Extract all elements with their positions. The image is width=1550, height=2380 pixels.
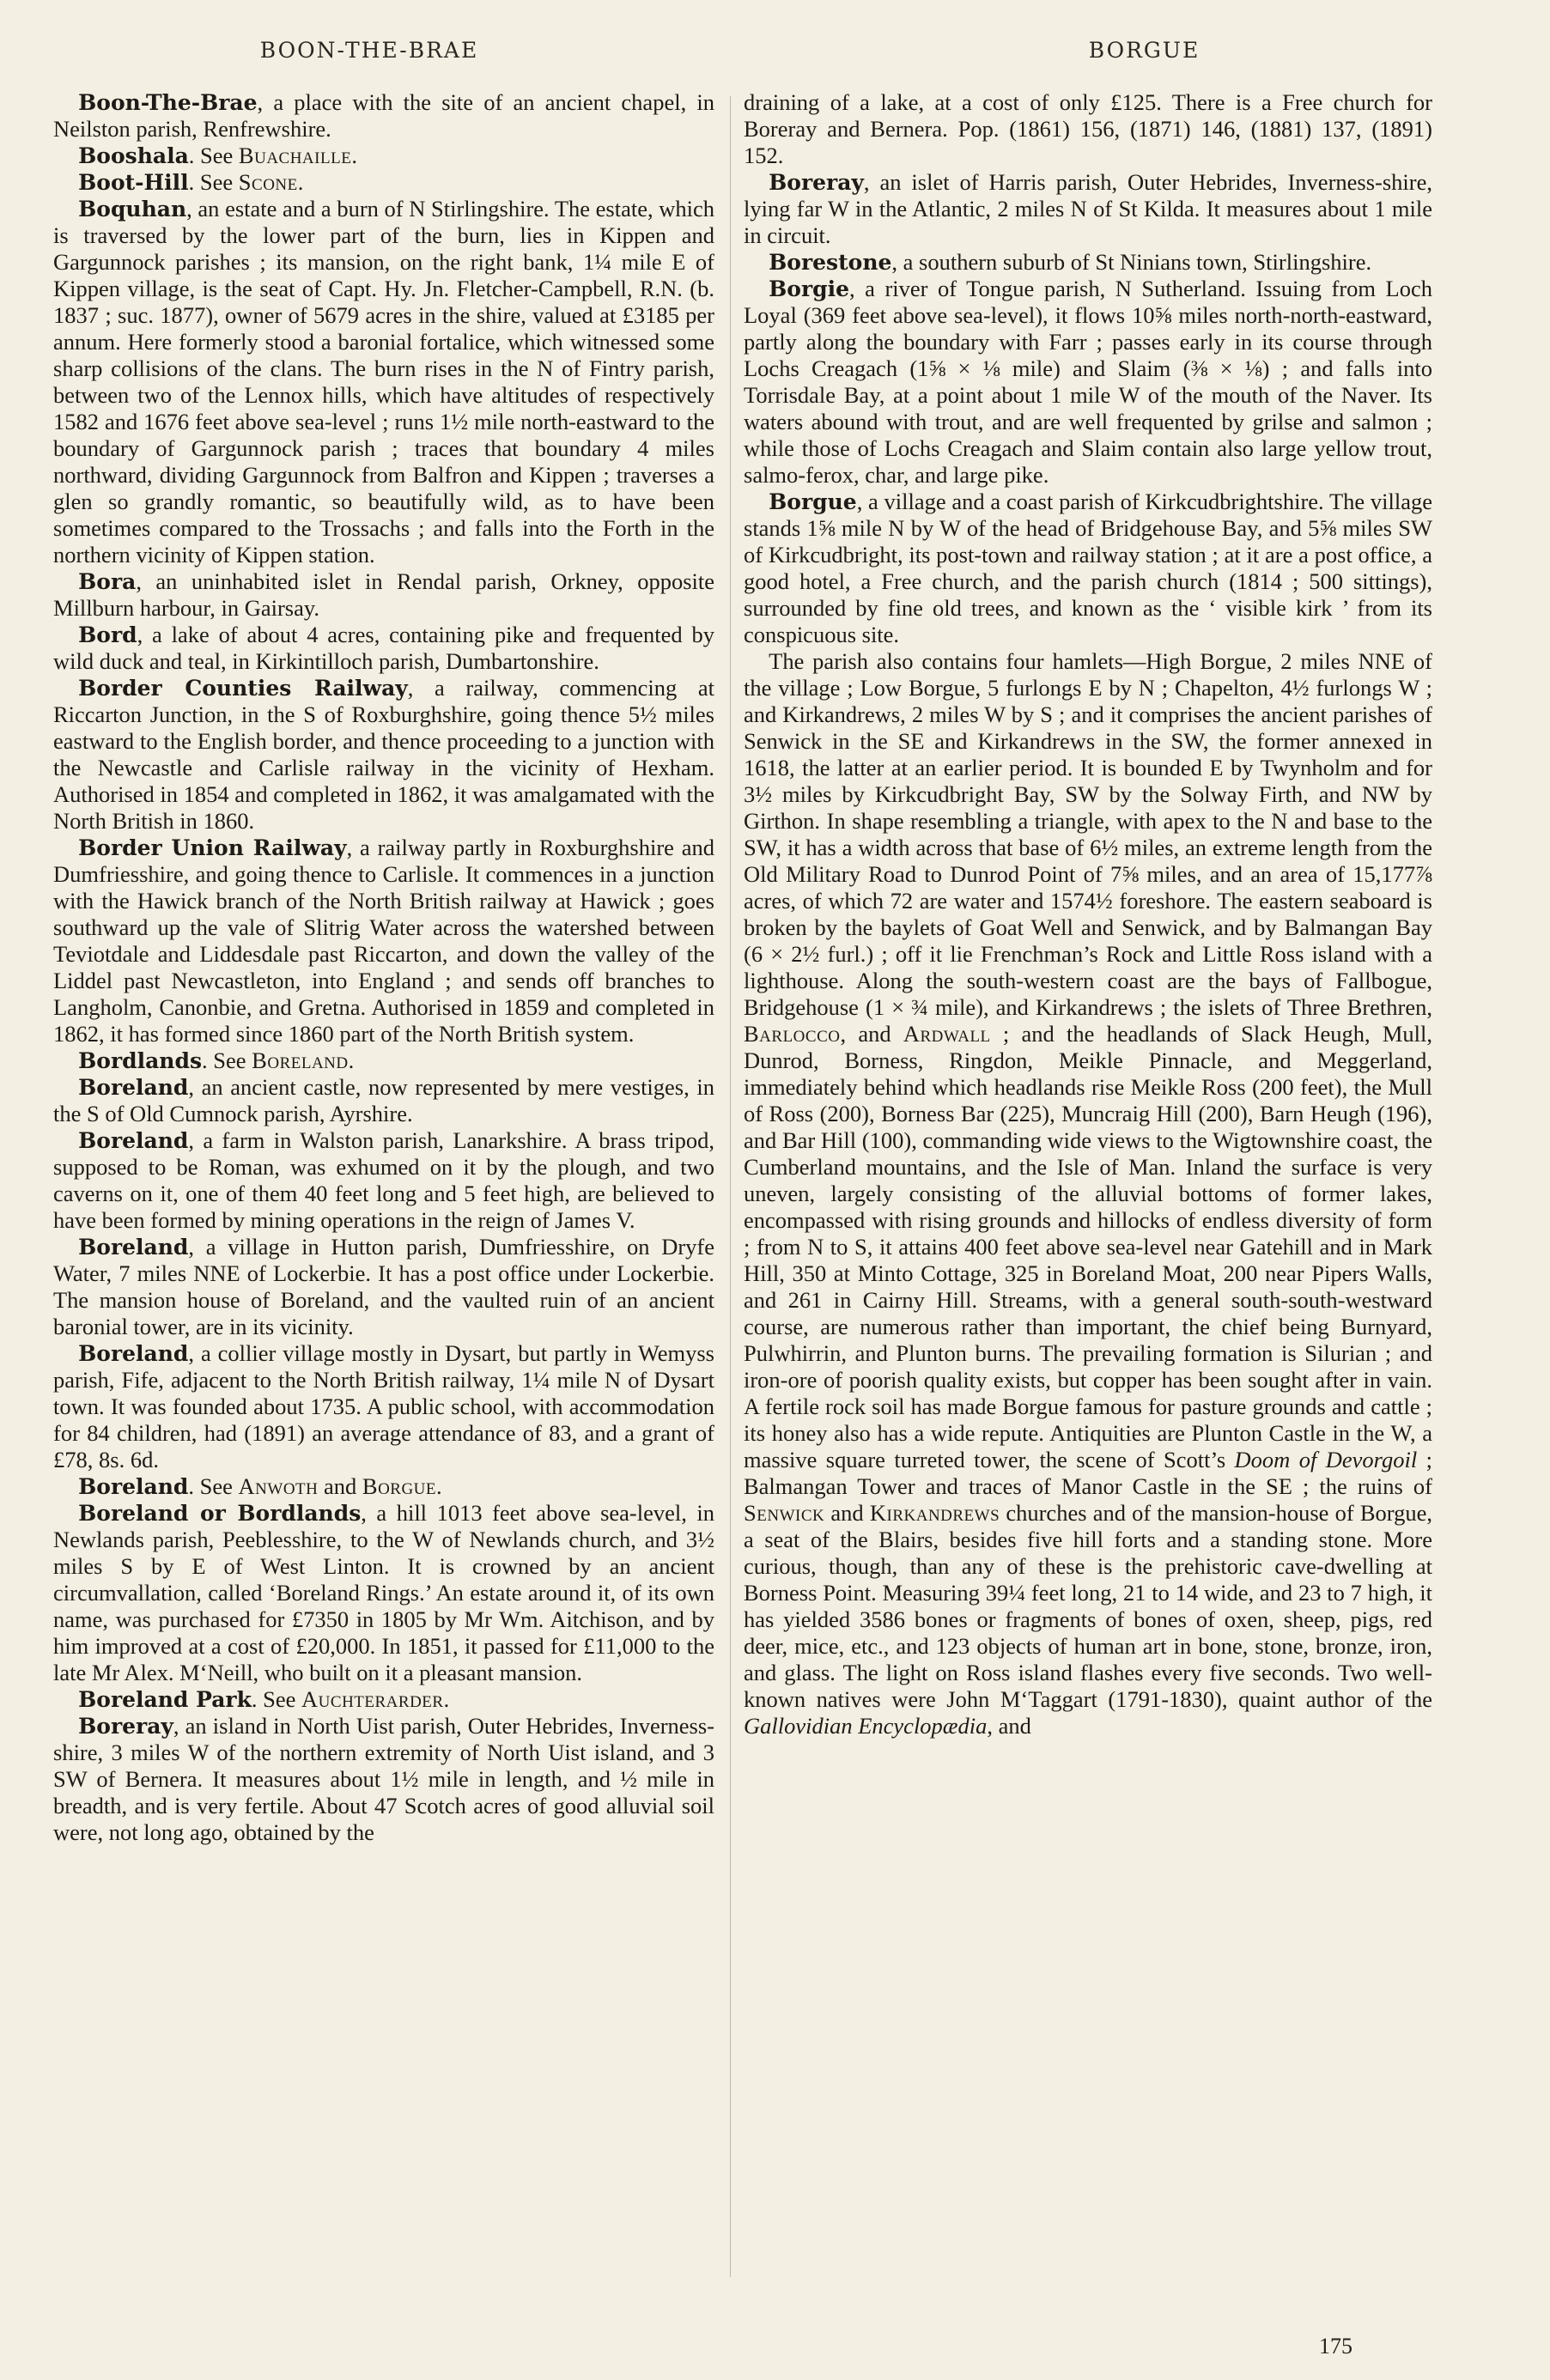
column-divider (730, 96, 731, 2277)
entry-paragraph: Border Union Railway, a railway partly in Roxburghshire and Dumfriesshire, and going thence to Carlisle. It commences in a junction with the Hawick branch of the North British railway at Hawick ; goes southward up the vale of Slitrig Water across the watershed between Teviotdale and Liddesdale past Riccarton, and down the valley of the Liddel past Newcastleton, into England ; and sends off branches to Langholm, Canonbie, and Gretna. Authorised in 1859 and completed in 1862, it has formed since 1860 part of the North British system. (53, 835, 714, 1047)
entry-paragraph: Bord, a lake of about 4 acres, containing pike and frequented by wild duck and teal, in Kirkintilloch parish, Dumbartonshire. (53, 622, 714, 674)
entry-paragraph: Border Counties Railway, a railway, commencing at Riccarton Junction, in the S of Roxburghshire, going thence 5½ miles eastward to the English border, and thence proceeding to a junction with the Newcastle and Carlisle railway in the vicinity of Hexham. Authorised in 1854 and completed in 1862, it was amalgamated with the North British in 1860. (53, 675, 714, 834)
entry-paragraph: draining of a lake, at a cost of only £125. There is a Free church for Boreray and Bernera. Pop. (1861) 156, (1871) 146, (1881) 137, (1891) 152. (744, 89, 1432, 168)
running-head-right: BORGUE (1088, 38, 1200, 63)
entry-paragraph: Borestone, a southern suburb of St Ninians town, Stirlingshire. (769, 249, 1372, 275)
entry-paragraph: The parish also contains four hamlets—High Borgue, 2 miles NNE of the village ; Low Borgue, 5 furlongs E by N ; Chapelton, 4½ furlongs W ; and Kirkandrews, 2 miles W by S ; and it comprises the ancient parishes of Senwick in the SE and Kirkandrews in the SW, the former annexed in 1618, the latter at an earlier period. It is bounded E by Twynholm and for 3½ miles by Kirkcudbright Bay, SW by the Solway Firth, and NW by Girthon. In shape resembling a triangle, with apex to the N and base to the SW, it has a width across that base of 6½ miles, an extreme length from the Old Military Road to Dunrod Point of 7⅝ miles, and an area of 15,177⅞ acres, of which 72 are water and 1574½ foreshore. The eastern seaboard is broken by the baylets of Goat Well and Senwick, and by Balmangan Bay (6 × 2½ furl.) ; off it lie Frenchman’s Rock and Little Ross island with a lighthouse. Along the south-western coast are the bays of Fallbogue, Bridgehouse (1 × ¾ mile), and Kirkandrews ; the islets of Three Brethren, Barlocco, and Ardwall ; and the headlands of Slack Heugh, Mull, Dunrod, Borness, Ringdon, Meikle Pinnacle, and Meggerland, immediately behind which headlands rise Meikle Ross (200 feet), the Mull of Ross (200), Borness Bar (225), Muncraig Hill (200), Barn Heugh (196), and Bar Hill (100), commanding wide views to the Wigtownshire coast, the Cumberland mountains, and the Isle of Man. Inland the surface is very uneven, largely consisting of the alluvial bottoms of former lakes, encompassed with rising grounds and hillocks of endless diversity of form ; from N to S, it attains 400 feet above sea-level near Gatehill and in Mark Hill, 350 at Minto Cottage, 325 in Boreland Moat, 200 near Pipers Walls, and 261 in Cairny Hill. Streams, with a general south-south-westward course, are numerous rather than important, the chief being Burnyard, Pulwhirrin, and Plunton burns. The prevailing formation is Silurian ; and iron-ore of poorish quality exists, but copper has been sought after in vain. A fertile rock soil has made Borgue famous for pasture grounds and cattle ; its honey also has a wide repute. Antiquities are Plunton Castle in the W, a massive square turreted tower, the scene of Scott’s Doom of Devorgoil ; Balmangan Tower and traces of Manor Castle in the SE ; the ruins of Senwick and Kirkandrews churches and of the mansion-house of Borgue, a seat of the Blairs, besides five hill forts and a standing stone. More curious, though, than any of these is the prehistoric cave-dwelling at Borness Point. Measuring 39¼ feet long, 21 to 14 wide, and 23 to 7 high, it has yielded 3586 bones or fragments of bones of oxen, sheep, pigs, red deer, mice, etc., and 123 objects of human art in bone, stone, bronze, iron, and glass. The light on Ross island flashes every five seconds. Two well-known natives were John M‘Taggart (1791-1830), quaint author of the Gallovidian Encyclopædia, and (744, 648, 1432, 1739)
entry-paragraph: Borgue, a village and a coast parish of Kirkcudbrightshire. The village stands 1⅝ mile N by W of the head of Bridgehouse Bay, and 5⅝ miles SW of Kirkcudbright, its post-town and railway station ; at it are a post office, a good hotel, a Free church, and the parish church (1814 ; 500 sittings), surrounded by fine old trees, and known as the ‘ visible kirk ’ from its conspicuous site. (744, 489, 1432, 647)
entry-paragraph: Boreland, an ancient castle, now represented by mere vestiges, in the S of Old Cumnock parish, Ayrshire. (53, 1074, 714, 1126)
entry-paragraph: Boreland Park. See Auchterarder. (78, 1686, 450, 1712)
entry-paragraph: Bora, an uninhabited islet in Rendal parish, Orkney, opposite Millburn harbour, in Gairsay. (53, 568, 714, 621)
entry-paragraph: Boot-Hill. See Scone. (78, 169, 304, 195)
entry-paragraph: Boreray, an islet of Harris parish, Outer Hebrides, Inverness-shire, lying far W in the Atlantic, 2 miles N of St Kilda. It measures about 1 mile in circuit. (744, 169, 1432, 248)
entry-paragraph: Booshala. See Buachaille. (78, 143, 357, 168)
left-column (53, 89, 714, 1846)
entry-paragraph: Borgie, a river of Tongue parish, N Sutherland. Issuing from Loch Loyal (369 feet above sea-level), it flows 10⅝ miles north-north-eastward, partly along the boundary with Farr ; passes early in its course through Lochs Creagach (1⅝ × ⅛ mile) and Slaim (⅜ × ⅛) ; and falls into Torrisdale Bay, at a point about 1 mile W of the mouth of the Naver. Its waters abound with trout, and are well frequented by grilse and salmon ; while those of Lochs Creagach and Slaim contain also large yellow trout, salmo-ferox, char, and large pike. (744, 276, 1432, 488)
entry-paragraph: Boreland or Bordlands, a hill 1013 feet above sea-level, in Newlands parish, Peeblesshire, to the W of Newlands church, and 3½ miles S by E of West Linton. It is crowned by an ancient circumvallation, called ‘Boreland Rings.’ An estate around it, of its own name, was purchased for £7350 in 1805 by Mr Wm. Aitchison, and by him improved at a cost of £20,000. In 1851, it passed for £11,000 to the late Mr Alex. M‘Neill, who built on it a pleasant mansion. (53, 1500, 715, 1685)
entry-paragraph: Boreland, a farm in Walston parish, Lanarkshire. A brass tripod, supposed to be Roman, was exhumed on it by the plough, and two caverns on it, one of them 40 feet long and 5 feet high, are believed to have been formed by mining operations in the reign of James V. (53, 1127, 714, 1233)
page-number: 175 (1319, 2334, 1352, 2359)
entry-paragraph: Boreray, an island in North Uist parish, Outer Hebrides, Inverness-shire, 3 miles W of the northern extremity of North Uist island, and 3 SW of Bernera. It measures about 1½ mile in length, and ½ mile in breadth, and is very fertile. About 47 Scotch acres of good alluvial soil were, not long ago, obtained by the (53, 1713, 714, 1845)
entry-paragraph: Boreland, a village in Hutton parish, Dumfriesshire, on Dryfe Water, 7 miles NNE of Lockerbie. It has a post office under Lockerbie. The mansion house of Boreland, and the vaulted ruin of an ancient baronial tower, are in its vicinity. (53, 1234, 714, 1339)
entry-paragraph: Boquhan, an estate and a burn of N Stirlingshire. The estate, which is traversed by the lower part of the burn, lies in Kippen and Gargunnock parishes ; its mansion, on the right bank, 1¼ mile E of Kippen village, is the seat of Capt. Hy. Jn. Fletcher-Campbell, R.N. (b. 1837 ; suc. 1877), owner of 5679 acres in the shire, valued at £3185 per annum. Here formerly stood a baronial fortalice, which witnessed some sharp collisions of the clans. The burn rises in the N of Fintry parish, between two of the Lennox hills, which have altitudes of respectively 1582 and 1676 feet above sea-level ; runs 1½ mile north-eastward to the boundary of Gargunnock parish ; traces that boundary 4 miles northward, dividing Gargunnock from Balfron and Kippen ; traverses a glen so grandly romantic, so beautifully wild, as to have been sometimes compared to the Trossachs ; and falls into the Forth in the northern vicinity of Kippen station. (53, 196, 714, 568)
right-column (744, 89, 1432, 1739)
entry-paragraph: Boon-The-Brae, a place with the site of an ancient chapel, in Neilston parish, Renfrewshire. (53, 89, 714, 142)
entry-paragraph: Boreland, a collier village mostly in Dysart, but partly in Wemyss parish, Fife, adjacent to the North British railway, 1¼ mile N of Dysart town. It was founded about 1735. A public school, with accommodation for 84 children, had (1891) an average attendance of 83, and a grant of £78, 8s. 6d. (53, 1340, 714, 1472)
entry-paragraph: Bordlands. See Boreland. (78, 1047, 355, 1073)
entry-paragraph: Boreland. See Anwoth and Borgue. (78, 1473, 442, 1499)
running-head-left: BOON-THE-BRAE (259, 38, 479, 63)
